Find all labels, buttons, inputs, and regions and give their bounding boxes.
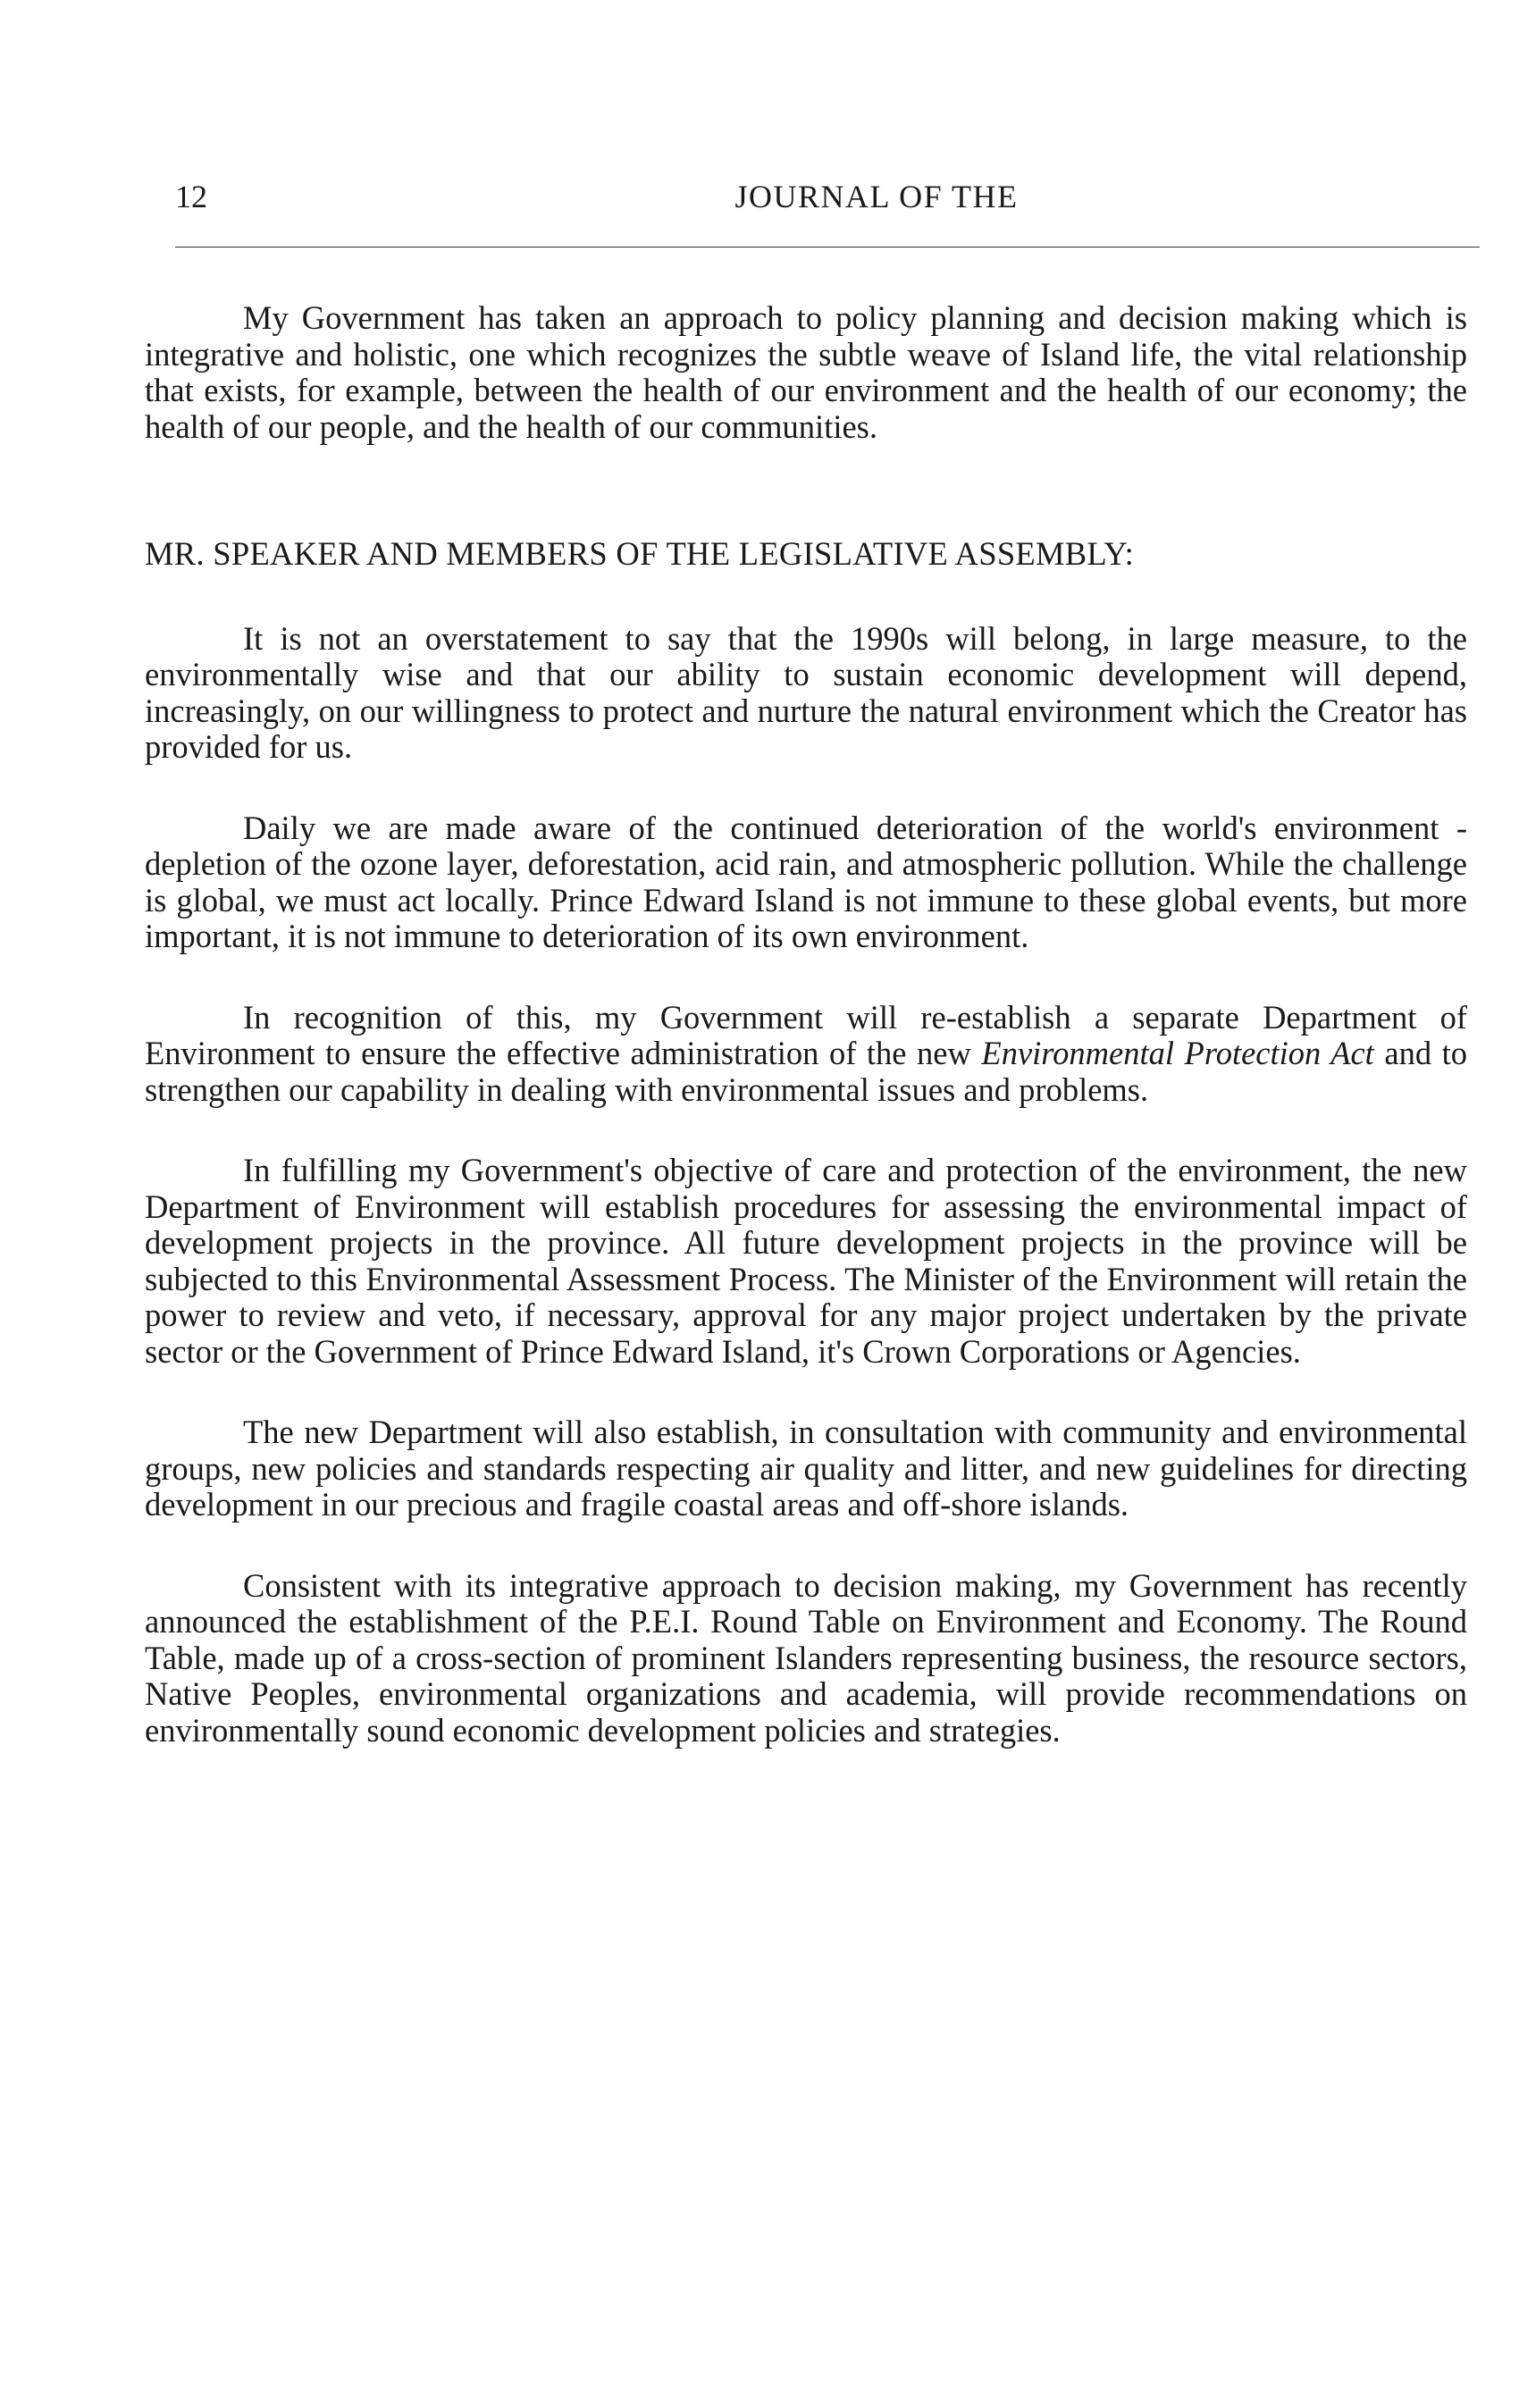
paragraph-text-before-act: In recognition of this, my Government will re-establish a separate Department of Environment to ensure the effective administration of the new — [145, 998, 1467, 1071]
body-text — [145, 300, 1467, 1793]
running-head: JOURNAL OF THE — [734, 179, 1019, 214]
paragraph-text-after-act: and to strengthen our capability in dealing with environmental issues and problems. — [145, 1035, 1468, 1108]
paragraph-department-of-environment — [145, 1000, 1467, 1109]
page-number: 12 — [175, 179, 207, 214]
paragraph-1990s: It is not an overstatement to say that the 1990s will belong, in large measure, to the environmentally wise and that our ability to sustain economic development will depend, increasingly, on our willingness to protect and nurture the natural environment which the Creator has provided for us. — [145, 619, 1467, 765]
header-rule — [175, 247, 1480, 248]
section-address: MR. SPEAKER AND MEMBERS OF THE LEGISLATIVE ASSEMBLY: — [145, 535, 1135, 572]
paragraph-deterioration: Daily we are made aware of the continued deterioration of the world's environment - depletion of the ozone layer, deforestation, acid rain, and atmospheric pollution. While the challenge is global, we must act locally. Prince Edward Island is not immune to these global events, but more important, it is not immune to deterioration of its own environment. — [145, 809, 1467, 954]
paragraph-round-table: Consistent with its integrative approach to decision making, my Government has recently announced the establishment of the P.E.I. Round Table on Environment and Economy. The Round Table, made up of a cross-section of prominent Islanders representing business, the resource sectors, Native Peoples, environmental organizations and academia, will provide recommendations on environmentally sound economic development policies and strategies. — [145, 1566, 1467, 1749]
paragraph-assessment-process: In fulfilling my Government's objective of care and protection of the environment, the new Department of Environment will establish procedures for assessing the environmental impact of development projects in the province. All future development projects in the province will be subjected to this Environmental Assessment Process. The Minister of the Environment will retain the power to review and veto, if necessary, approval for any major project undertaken by the private sector or the Government of Prince Edward Island, it's Crown Corporations or Agencies. — [145, 1152, 1467, 1370]
paragraph-policies-standards: The new Department will also establish, in consultation with community and environmental groups, new policies and standards respecting air quality and litter, and new guidelines for directing development in our precious and fragile coastal areas and off-shore islands. — [145, 1414, 1467, 1523]
act-title: Environmental Protection Act — [981, 1035, 1374, 1071]
paragraph-policy-approach: My Government has taken an approach to policy planning and decision making which is integrative and holistic, one which recognizes the subtle weave of Island life, the vital relationship that exists, for example, between the health of our environment and the health of our economy; the health of our people, and the health of our communities. — [145, 299, 1467, 445]
page-header — [175, 175, 1480, 218]
